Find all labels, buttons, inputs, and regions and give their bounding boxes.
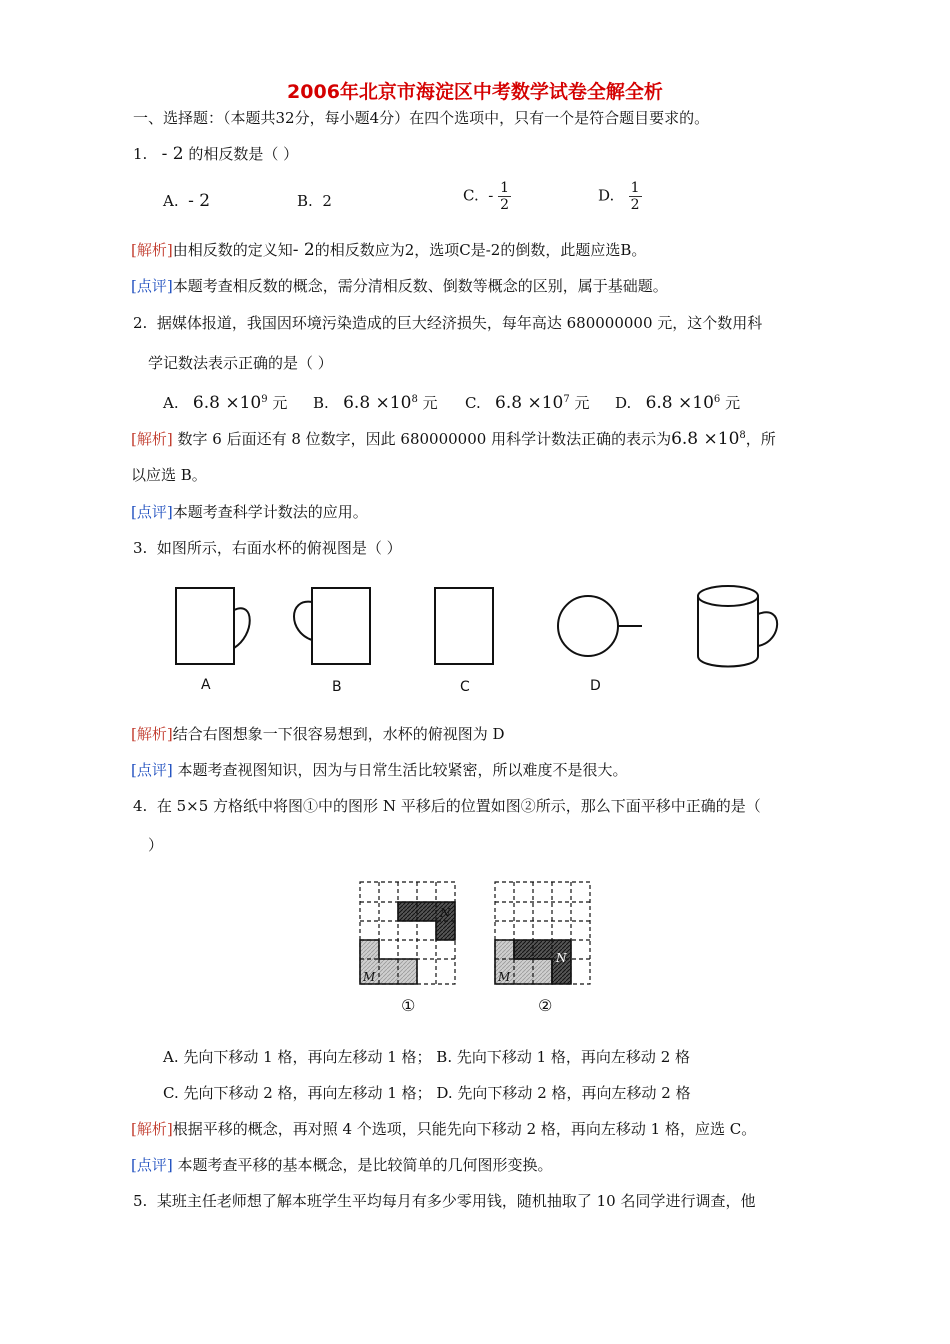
q4-options-ab: A. 先向下移动 1 格，再向左移动 1 格； B. 先向下移动 1 格，再向左移动 2 格 [163, 1048, 691, 1066]
q3-stem [133, 538, 402, 558]
option-label: C. [463, 186, 479, 205]
q1-number: 1. [133, 145, 148, 163]
view-a-handle [234, 608, 250, 648]
q4-figure [355, 877, 605, 1017]
q4-options-cd: C. 先向下移动 2 格，再向左移动 1 格； D. 先向下移动 2 格，再向左移动 2 格 [163, 1084, 691, 1102]
option-exp: 9 [261, 394, 268, 405]
q4-stem-line1 [133, 796, 761, 816]
figure-label-2: ② [538, 996, 553, 1015]
q2-option-d [615, 390, 740, 413]
option-unit: 元 [725, 394, 741, 412]
q5-number: 5. [133, 1192, 148, 1210]
analysis-exp: 8 [739, 430, 746, 441]
q2-comment [131, 502, 368, 522]
comment-tag: [点评] [131, 1156, 173, 1174]
analysis-expr: - 2 [292, 240, 315, 260]
option-unit: 元 [422, 394, 438, 412]
q3-comment [131, 760, 628, 780]
comment-text: 本题考查相反数的概念，需分清相反数、倒数等概念的区别，属于基础题。 [172, 277, 668, 295]
comment-tag: [点评] [131, 277, 173, 295]
shape-label-n-1: N [440, 906, 451, 920]
shape-label-m-2: M [498, 970, 511, 984]
view-c-body [435, 588, 493, 664]
q1-comment [131, 276, 668, 296]
option-base: 6.8 ×10 [645, 393, 714, 413]
analysis-tag: [解析] [131, 1120, 173, 1138]
shape-label-m-1: M [363, 970, 376, 984]
analysis-tag: [解析] [131, 241, 173, 259]
q3-figure [160, 580, 800, 700]
comment-text: 本题考查科学计数法的应用。 [172, 503, 368, 521]
q5-stem-text: 某班主任老师想了解本班学生平均每月有多少零用钱，随机抽取了 10 名同学进行调查，他 [156, 1192, 756, 1210]
comment-text: 本题考查平移的基本概念，是比较简单的几何图形变换。 [172, 1156, 553, 1174]
q1-option-a [163, 191, 210, 211]
option-unit: 元 [574, 394, 590, 412]
grid-1 [360, 882, 455, 984]
option-label: C. [465, 394, 481, 412]
option-unit: 元 [272, 394, 288, 412]
section-header: 一、选择题：（本题共32分，每小题4分）在四个选项中，只有一个是符合题目要求的。 [133, 109, 710, 127]
analysis-tag: [解析] [131, 430, 173, 448]
option-base: 6.8 ×10 [495, 393, 564, 413]
q2-number: 2. [133, 314, 148, 332]
option-label: B. [313, 394, 329, 412]
option-label: B. [297, 192, 313, 210]
analysis-text: 数字 6 后面还有 8 位数字，因此 680000000 用科学计数法正确的表示为 [172, 430, 672, 448]
comment-text: 本题考查视图知识，因为与日常生活比较紧密，所以难度不是很大。 [172, 761, 628, 779]
q2-stem-line1 [133, 313, 762, 333]
analysis-base: 6.8 ×10 [671, 429, 740, 449]
comment-tag: [点评] [131, 761, 173, 779]
view-label-d: D [590, 678, 601, 694]
view-b-body [312, 588, 370, 664]
q1-analysis [131, 240, 646, 260]
option-exp: 8 [411, 394, 418, 405]
q1-option-d [598, 180, 642, 213]
q1-option-c [463, 180, 511, 213]
option-base: 6.8 ×10 [343, 393, 412, 413]
analysis-text: ，所 [745, 430, 776, 448]
cup-handle [758, 612, 777, 646]
q5-stem-line1 [133, 1191, 756, 1211]
q2-option-b [313, 390, 438, 413]
option-value: - 2 [188, 191, 211, 211]
option-exp: 6 [713, 394, 721, 405]
q2-stem-text: 据媒体报道，我国因环境污染造成的巨大经济损失，每年高达 680000000 元，这个数用科 [156, 314, 763, 332]
view-label-b: B [332, 679, 342, 695]
denominator: 2 [500, 197, 510, 213]
analysis-text: 根据平移的概念，再对照 4 个选项，只能先向下移动 2 格，再向左移动 1 格，应选 C。 [172, 1120, 757, 1138]
q3-stem-text: 如图所示，右面水杯的俯视图是（ ） [156, 539, 402, 557]
option-label: D. [615, 394, 632, 412]
view-label-a: A [201, 677, 211, 693]
q2-stem-line2: 学记数法表示正确的是（ ） [148, 354, 333, 372]
q4-comment [131, 1155, 553, 1175]
fraction [498, 180, 511, 213]
fraction [629, 180, 642, 213]
analysis-text: 由相反数的定义知 [172, 241, 293, 259]
option-exp: 7 [563, 394, 570, 405]
numerator: 1 [630, 180, 640, 196]
page-title: 2006年北京市海淀区中考数学试卷全解全析 [287, 81, 663, 103]
q1-expr: - 2 [161, 144, 184, 164]
option-value: 2 [322, 192, 332, 210]
analysis-tag: [解析] [131, 725, 173, 743]
view-d-circle [558, 596, 618, 656]
view-a-body [176, 588, 234, 664]
q1-option-b [297, 191, 332, 211]
numerator: 1 [500, 180, 510, 196]
q3-analysis [131, 724, 505, 744]
view-label-c: C [460, 679, 470, 695]
q4-number: 4. [133, 797, 148, 815]
q2-analysis [131, 426, 776, 449]
option-label: A. [163, 394, 179, 412]
q4-stem-line2: ） [148, 836, 164, 854]
analysis-text: 的相反数应为2，选项C是-2的倒数，此题应选B。 [314, 241, 647, 259]
q2-option-c [465, 390, 590, 413]
grid-2 [495, 882, 590, 984]
analysis-text: 结合右图想象一下很容易想到，水杯的俯视图为 D [172, 725, 505, 743]
q1-stem-text: 的相反数是（ ） [188, 145, 299, 163]
option-base: 6.8 ×10 [192, 393, 262, 413]
figure-label-1: ① [401, 996, 416, 1015]
q2-option-a [163, 390, 287, 413]
denominator: 2 [630, 197, 640, 213]
view-b-handle [294, 602, 312, 640]
q4-stem-text: 在 5×5 方格纸中将图①中的图形 N 平移后的位置如图②所示，那么下面平移中正确的是（ [156, 797, 761, 815]
shape-label-n-2: N [556, 951, 567, 965]
q2-analysis-line2: 以应选 B。 [131, 466, 207, 484]
q4-analysis [131, 1119, 756, 1139]
option-label: D. [598, 186, 615, 205]
option-label: A. [163, 192, 179, 210]
q1-stem [133, 144, 298, 164]
comment-tag: [点评] [131, 503, 173, 521]
option-sign: - [488, 186, 494, 205]
q3-number: 3. [133, 539, 148, 557]
cup-rim [698, 586, 758, 606]
